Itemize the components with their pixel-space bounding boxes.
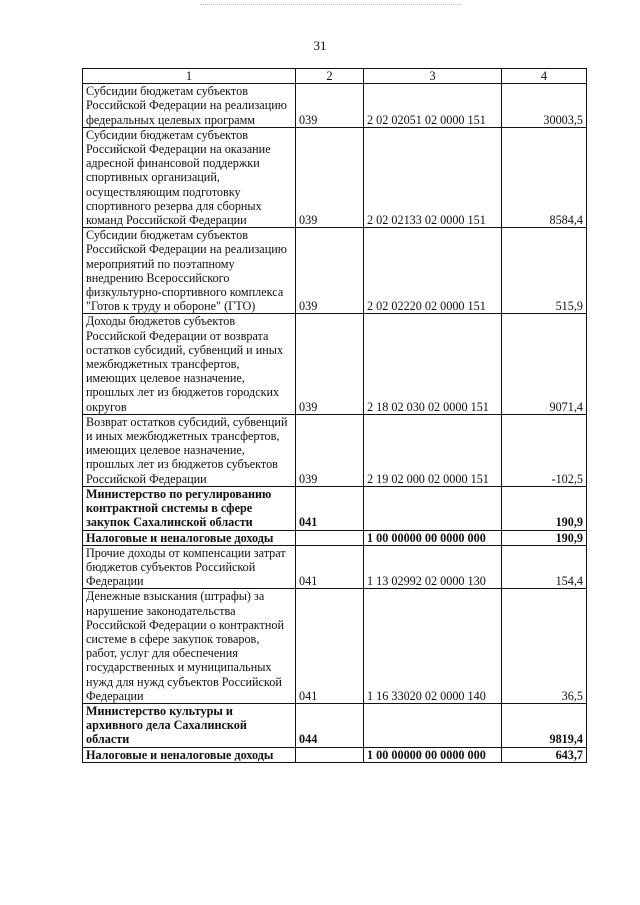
- row-code-cell: 039: [296, 127, 364, 227]
- table-row: [83, 228, 587, 314]
- row-code-cell: 041: [296, 545, 364, 589]
- row-amount-cell: 154,4: [502, 545, 587, 589]
- table-row: [83, 545, 587, 589]
- row-amount-cell: 8584,4: [502, 127, 587, 227]
- row-name-cell: Субсидии бюджетам субъектов Российской Федерации на реализацию федеральных целевых программ: [83, 84, 296, 128]
- row-kbk-cell: [364, 486, 502, 530]
- row-code-cell: [296, 530, 364, 545]
- row-kbk-cell: 2 02 02133 02 0000 151: [364, 127, 502, 227]
- row-kbk-cell: 2 18 02 030 02 0000 151: [364, 314, 502, 414]
- row-name-cell: Субсидии бюджетам субъектов Российской Федерации на реализацию мероприятий по поэтапному внедрению Всероссийского физкультурно-спортивного комплекса "Готов к труду и обороне" (ГТО): [83, 228, 296, 314]
- page-number: 31: [313, 38, 327, 53]
- row-amount-cell: 643,7: [502, 747, 587, 762]
- table-row: [83, 703, 587, 747]
- row-amount-cell: 30003,5: [502, 84, 587, 128]
- row-code-cell: 044: [296, 703, 364, 747]
- scan-edge-rule: [200, 4, 460, 5]
- row-kbk-cell: 1 13 02992 02 0000 130: [364, 545, 502, 589]
- row-name-cell: Министерство культуры и архивного дела Сахалинской области: [83, 703, 296, 747]
- row-amount-cell: 190,9: [502, 486, 587, 530]
- row-amount-cell: 9819,4: [502, 703, 587, 747]
- column-header: 3: [364, 69, 502, 84]
- row-code-cell: 041: [296, 486, 364, 530]
- row-code-cell: 039: [296, 414, 364, 486]
- row-kbk-cell: 1 00 00000 00 0000 000: [364, 747, 502, 762]
- row-kbk-cell: 1 16 33020 02 0000 140: [364, 589, 502, 704]
- table-row: [83, 314, 587, 414]
- row-code-cell: 041: [296, 589, 364, 704]
- column-header: 1: [83, 69, 296, 84]
- table-row: [83, 414, 587, 486]
- row-name-cell: Денежные взыскания (штрафы) за нарушение законодательства Российской Федерации о контрактной системе в сфере закупок товаров, работ, услуг для обеспечения государственных и муниципальных нужд для нужд субъектов Российской Федерации: [83, 589, 296, 704]
- table-row: [83, 127, 587, 227]
- table-header-row: [83, 69, 587, 84]
- row-code-cell: 039: [296, 84, 364, 128]
- row-name-cell: Возврат остатков субсидий, субвенций и иных межбюджетных трансфертов, имеющих целевое назначение, прошлых лет из бюджетов субъектов Российской Федерации: [83, 414, 296, 486]
- row-name-cell: Налоговые и неналоговые доходы: [83, 747, 296, 762]
- column-header: 4: [502, 69, 587, 84]
- row-kbk-cell: 2 19 02 000 02 0000 151: [364, 414, 502, 486]
- row-name-cell: Министерство по регулированию контрактной системы в сфере закупок Сахалинской области: [83, 486, 296, 530]
- table-row: [83, 589, 587, 704]
- row-amount-cell: 190,9: [502, 530, 587, 545]
- row-kbk-cell: 2 02 02220 02 0000 151: [364, 228, 502, 314]
- table-row: [83, 747, 587, 762]
- row-code-cell: [296, 747, 364, 762]
- row-amount-cell: 9071,4: [502, 314, 587, 414]
- row-name-cell: Налоговые и неналоговые доходы: [83, 530, 296, 545]
- row-name-cell: Прочие доходы от компенсации затрат бюджетов субъектов Российской Федерации: [83, 545, 296, 589]
- row-code-cell: 039: [296, 314, 364, 414]
- row-amount-cell: -102,5: [502, 414, 587, 486]
- row-kbk-cell: 2 02 02051 02 0000 151: [364, 84, 502, 128]
- table-row: [83, 84, 587, 128]
- row-name-cell: Субсидии бюджетам субъектов Российской Федерации на оказание адресной финансовой поддержки спортивных организаций, осуществляющим подготовку спортивного резерва для сборных команд Российской Федерации: [83, 127, 296, 227]
- row-code-cell: 039: [296, 228, 364, 314]
- row-amount-cell: 515,9: [502, 228, 587, 314]
- table-row: [83, 486, 587, 530]
- row-kbk-cell: [364, 703, 502, 747]
- row-amount-cell: 36,5: [502, 589, 587, 704]
- column-header: 2: [296, 69, 364, 84]
- table-row: [83, 530, 587, 545]
- revenue-table: [82, 68, 587, 763]
- row-name-cell: Доходы бюджетов субъектов Российской Федерации от возврата остатков субсидий, субвенций и иных межбюджетных трансфертов, имеющих целевое назначение, прошлых лет из бюджетов городских округов: [83, 314, 296, 414]
- row-kbk-cell: 1 00 00000 00 0000 000: [364, 530, 502, 545]
